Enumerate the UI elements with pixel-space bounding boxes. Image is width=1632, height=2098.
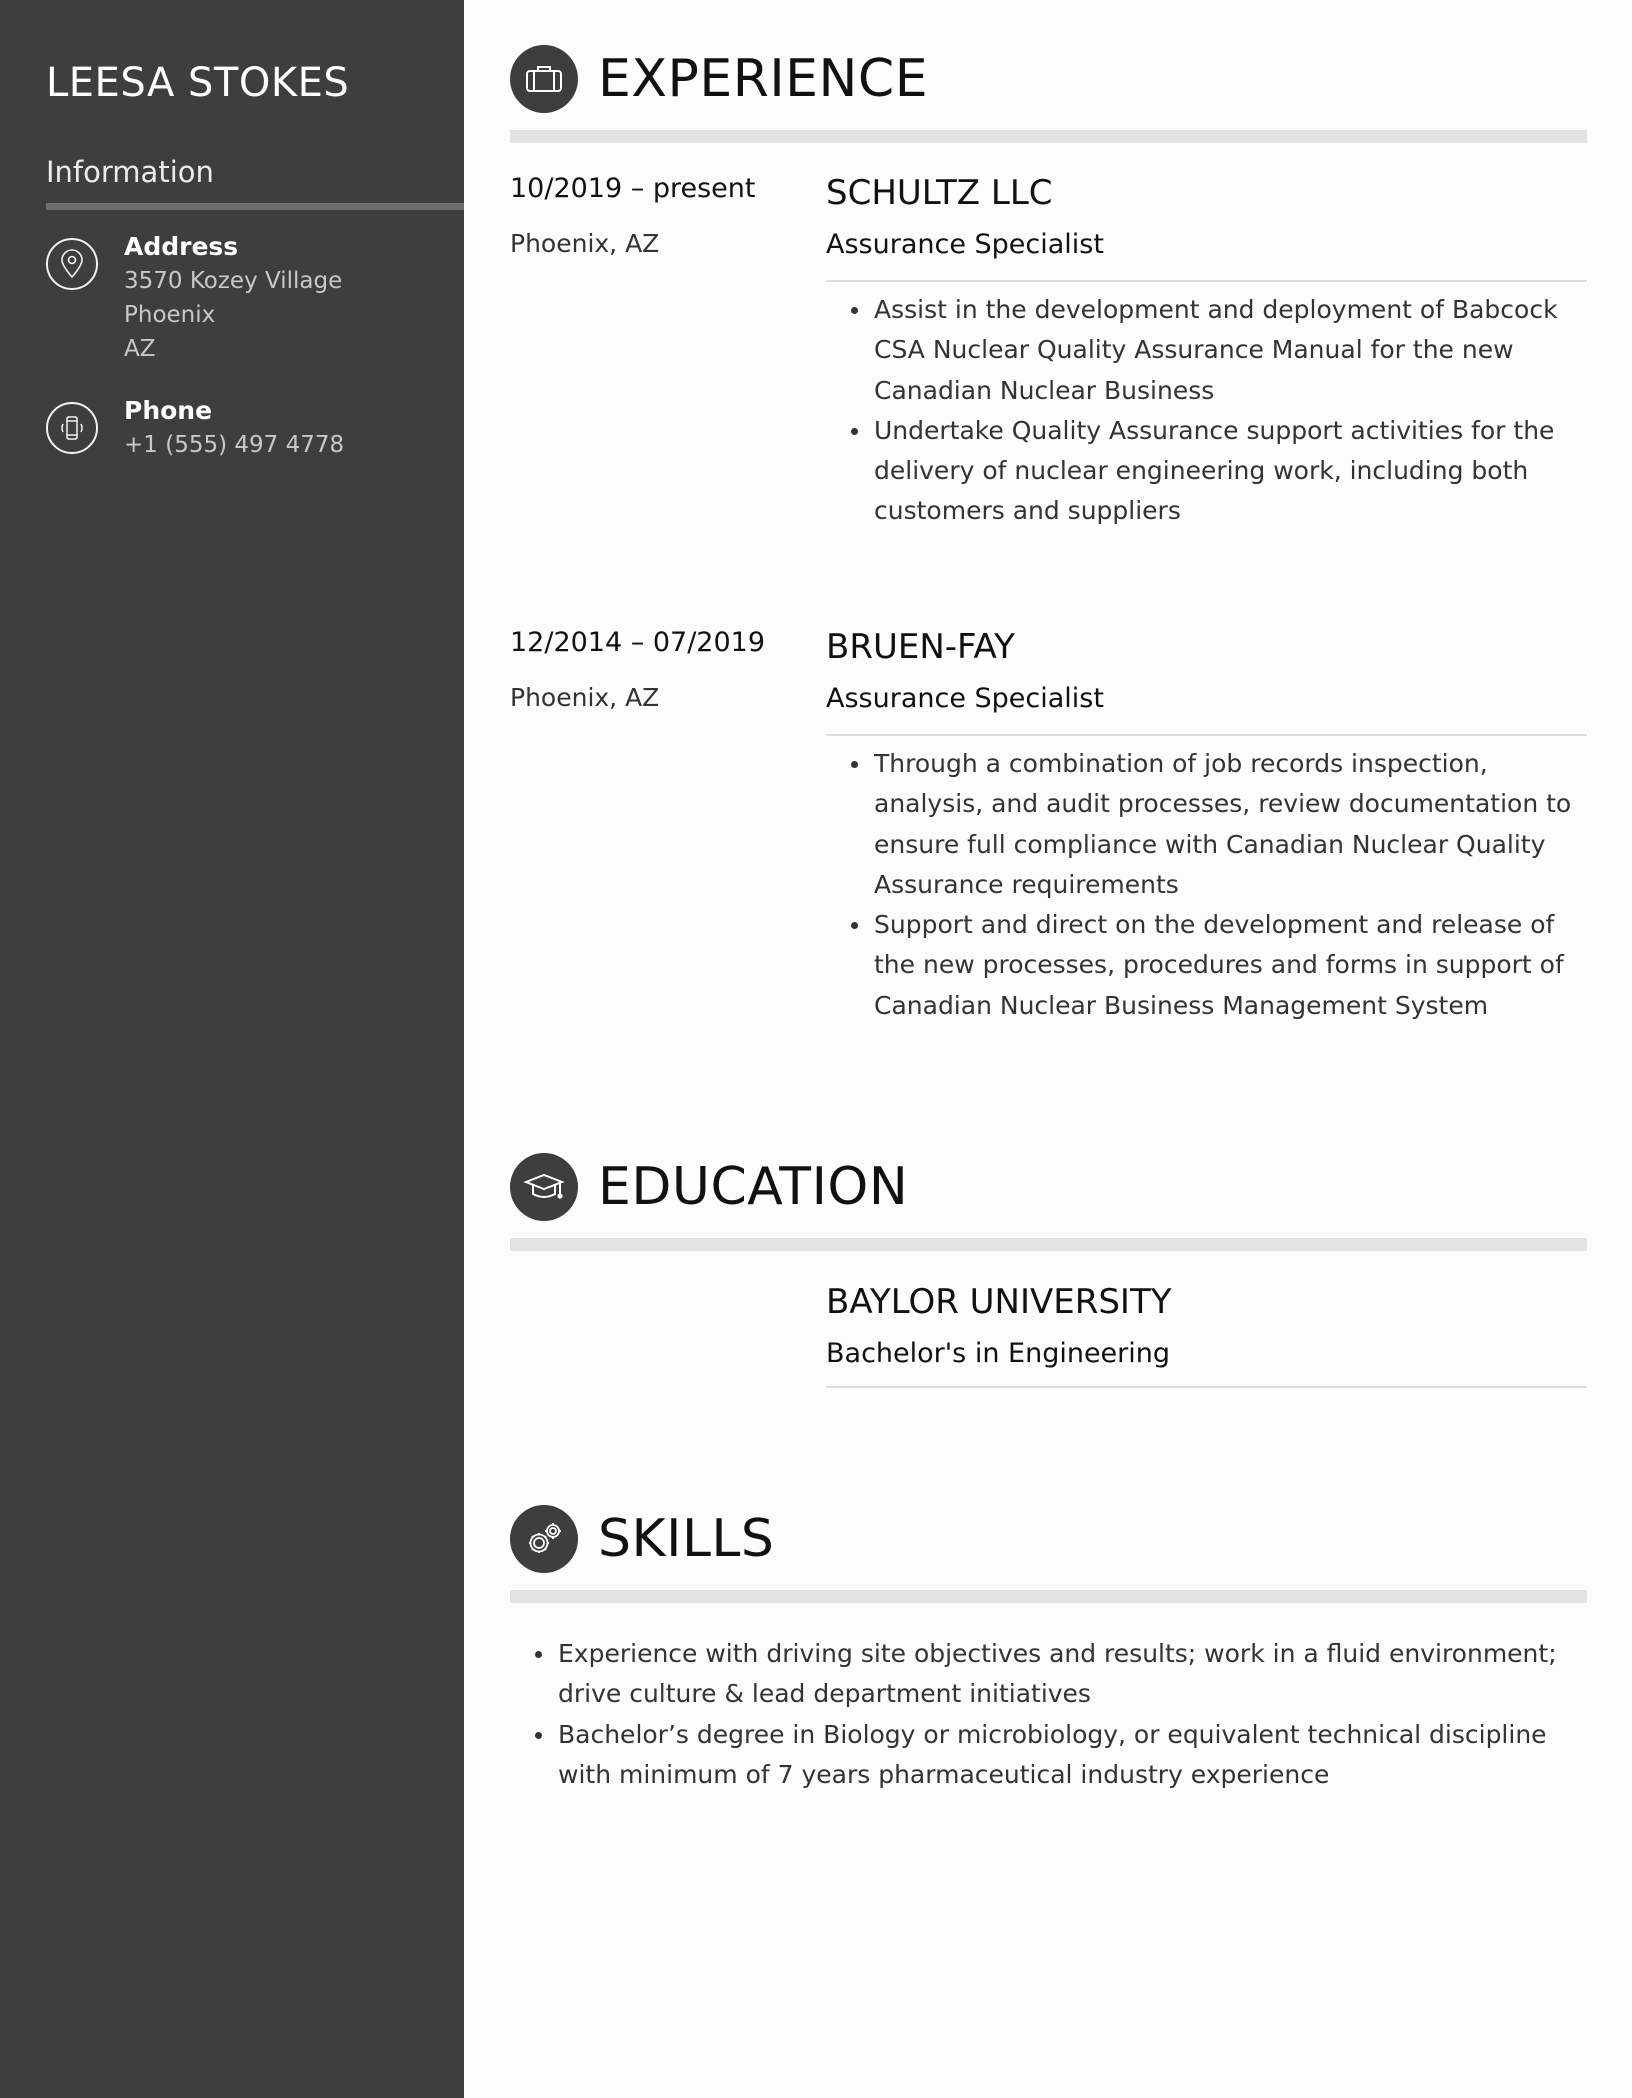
job-bullet: Assist in the development and deployment of Babcock CSA Nuclear Quality Assurance Manual for the new Canadian Nuclear Business bbox=[874, 290, 1587, 411]
gears-icon bbox=[510, 1505, 578, 1573]
job-bullets bbox=[826, 290, 1587, 532]
phone-label: Phone bbox=[124, 396, 213, 425]
skills-title: SKILLS bbox=[598, 1509, 775, 1569]
job-location: Phoenix, AZ bbox=[510, 229, 660, 258]
job-bullet: Support and direct on the development and release of the new processes, procedures and forms in support of Canadian Nuclear Business Management System bbox=[874, 905, 1587, 1026]
skill-item: Bachelor’s degree in Biology or microbiology, or equivalent technical discipline with minimum of 7 years pharmaceutical industry experience bbox=[558, 1715, 1587, 1796]
location-pin-icon bbox=[46, 238, 98, 290]
degree: Bachelor's in Engineering bbox=[826, 1338, 1171, 1369]
information-divider bbox=[46, 203, 464, 210]
education-divider bbox=[510, 1238, 1587, 1251]
candidate-name: LEESA STOKES bbox=[46, 60, 350, 106]
job-divider bbox=[826, 280, 1587, 282]
education-header bbox=[510, 1153, 1587, 1223]
education-entry-divider bbox=[826, 1386, 1587, 1388]
address-line-1: 3570 Kozey Village bbox=[124, 268, 343, 294]
experience-header bbox=[510, 45, 1587, 115]
job-divider bbox=[826, 734, 1587, 736]
job-bullet: Undertake Quality Assurance support activities for the delivery of nuclear engineering work, including both customers and suppliers bbox=[874, 411, 1587, 532]
school-name: BAYLOR UNIVERSITY bbox=[826, 1282, 1172, 1322]
skills-divider bbox=[510, 1590, 1587, 1603]
sidebar bbox=[0, 0, 464, 2098]
experience-divider bbox=[510, 130, 1587, 143]
briefcase-icon bbox=[510, 45, 578, 113]
mobile-phone-icon bbox=[46, 402, 98, 454]
address-line-3: AZ bbox=[124, 336, 156, 362]
skills-header bbox=[510, 1505, 1587, 1575]
phone-number: +1 (555) 497 4778 bbox=[124, 432, 345, 458]
job-company: BRUEN-FAY bbox=[826, 627, 1015, 667]
job-company: SCHULTZ LLC bbox=[826, 173, 1053, 213]
job-location: Phoenix, AZ bbox=[510, 683, 660, 712]
job-role: Assurance Specialist bbox=[826, 229, 1104, 260]
skill-item: Experience with driving site objectives and results; work in a fluid environment; drive culture & lead department initiatives bbox=[558, 1634, 1587, 1715]
education-title: EDUCATION bbox=[598, 1157, 909, 1217]
job-dates: 10/2019 – present bbox=[510, 173, 756, 204]
graduation-cap-icon bbox=[510, 1153, 578, 1221]
skills-list bbox=[510, 1634, 1587, 1795]
experience-title: EXPERIENCE bbox=[598, 49, 929, 109]
address-label: Address bbox=[124, 232, 239, 261]
information-heading: Information bbox=[46, 155, 214, 189]
job-bullet: Through a combination of job records inspection, analysis, and audit processes, review documentation to ensure full compliance with Canadian Nuclear Quality Assurance requirements bbox=[874, 744, 1587, 905]
job-bullets bbox=[826, 744, 1587, 1026]
job-dates: 12/2014 – 07/2019 bbox=[510, 627, 765, 658]
address-line-2: Phoenix bbox=[124, 302, 216, 328]
job-role: Assurance Specialist bbox=[826, 683, 1104, 714]
